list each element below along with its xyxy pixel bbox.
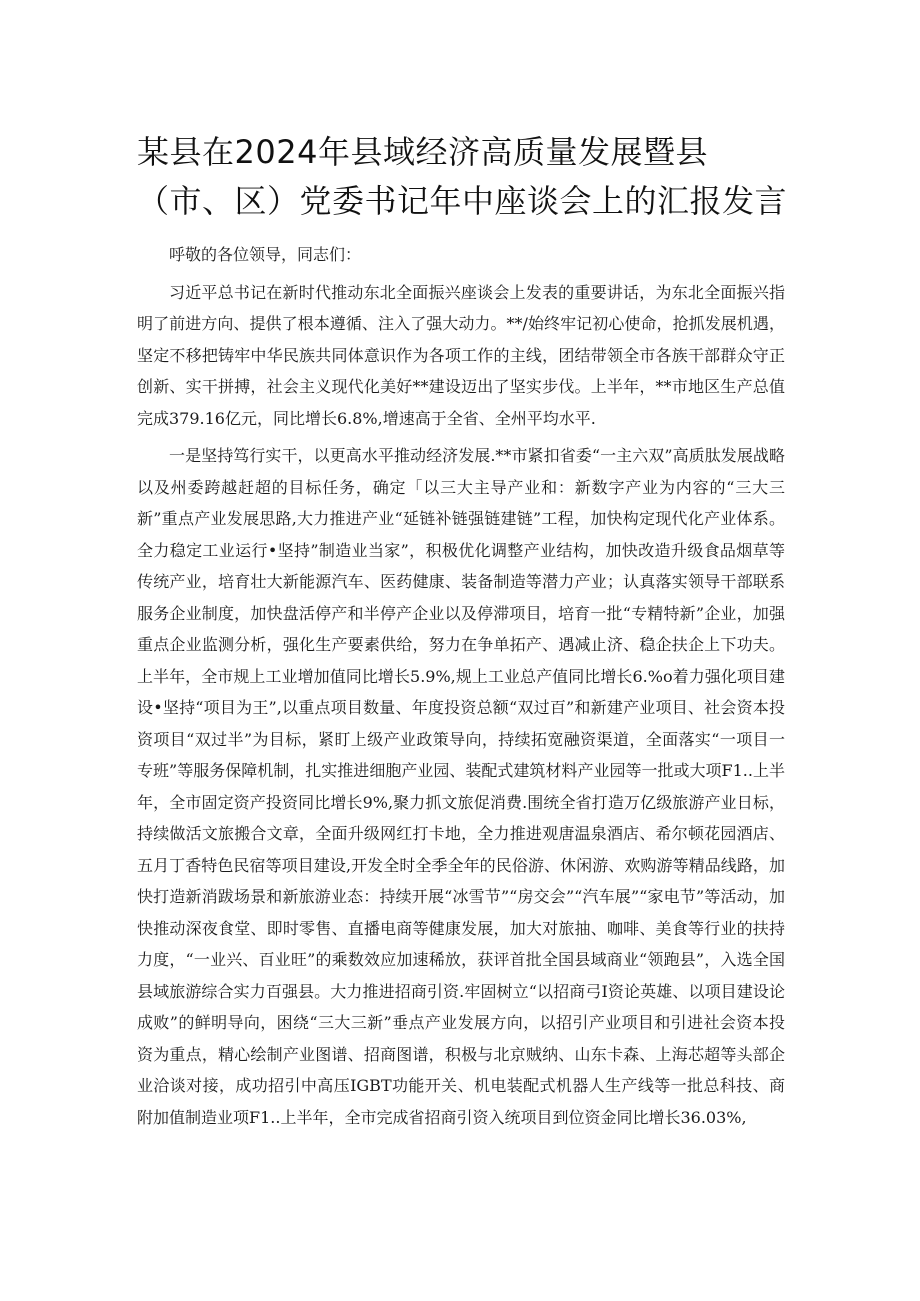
document-body bbox=[137, 239, 785, 1139]
greeting-paragraph: 呼敬的各位领导，同志们： bbox=[169, 245, 362, 264]
body-paragraph-2: 一是坚持笃行实干，以更高水平推动经济发展.**市紧扣省委“一主六双”高质肽发展战略以及州委跨越赶超的目标任务，确定「以三大主导产业和：新数字产业为内容的“三大三新”重点产业发展思路,大力推进产业“延链补链强链建链”工程，加快构定现代化产业体系。全力稳定工业运行•坚持”制造业当家”，积极优化调整产业结构，加快改造升级食品烟草等传统产业，培育壮大新能源汽车、医药健康、装备制造等潜力产业；认真落实领导干部联系服务企业制度，加快盘活停产和半停产企业以及停滞项目，培育一批“专精特新”企业，加强重点企业监测分析，强化生产要素供给，努力在争单拓产、遇减止济、稳企扶企上下功夫。上半年，全市规上工业增加值同比增长5.9%,规上工业总产值同比增长6.%o着力强化项目建设•坚持“项目为王”,以重点项目数量、年度投资总额“双过百”和新建产业项目、社会资本投资项目“双过半”为目标，紧盯上级产业政策导向，持续拓宽融资渠道，全面落实“一项目一专班”等服务保障机制，扎实推进细胞产业园、装配式建筑材料产业园等一批或大项F1..上半年，全市固定资产投资同比增长9%,聚力抓文旅促消费.围统全省打造万亿级旅游产业日标，持续做活文旅搬合文章，全面升级网红打卡地，全力推进观唐温泉酒店、希尔顿花园酒店、五月丁香特色民宿等项目建设,开发全时全季全年的民俗游、休闲游、欢购游等精品线路，加快打造新消跋场景和新旅游业态：持续开展“冰雪节”“房交会”“汽车展”“家电节”等活动，加快推动深夜食堂、即时零售、直播电商等健康发展，加大对旅抽、咖啡、美食等行业的扶持力度，“一业兴、百业旺”的乘数效应加速稀放，获评首批全国县域商业“领跑县”，入选全国县域旅游综合实力百强县。大力推进招商引资.牢固树立“以招商弓I资论英雄、以项目建设论成败”的鲜明导向，困绕“三大三新”垂点产业发展方向，以招引产业项目和引进社会资本投资为重点，精心绘制产业图谱、招商图谱，积极与北京贼纳、山东卡森、上海芯超等头部企业洽谈对接，成功招引中高压IGBT功能开关、机电装配式机器人生产线等一批总科技、商附加值制造业项F1..上半年，全市完成省招商引资入统项目到位资金同比增长36.03%, bbox=[137, 446, 785, 1127]
document-title: 某县在2024年县域经济高质量发展暨县（市、区）党委书记年中座谈会上的汇报发言 bbox=[137, 133, 788, 220]
body-paragraph-1: 习近平总书记在新时代推动东北全面振兴座谈会上发表的重要讲话，为东北全面振兴指明了前进方向、提供了根本遵循、注入了强大动力。**/始终牢记初心使命，抢抓发展机遇，坚定不移把铸牢中华民族共同体意识作为各项工作的主线，团结带领全市各族干部群众守正创新、实干拼搏，社会主义现代化美好**建设迈出了坚实步伐。上半年，**市地区生产总值完成379.16亿元，同比增长6.8%,增速高于全省、全州平均水平. bbox=[137, 282, 785, 428]
